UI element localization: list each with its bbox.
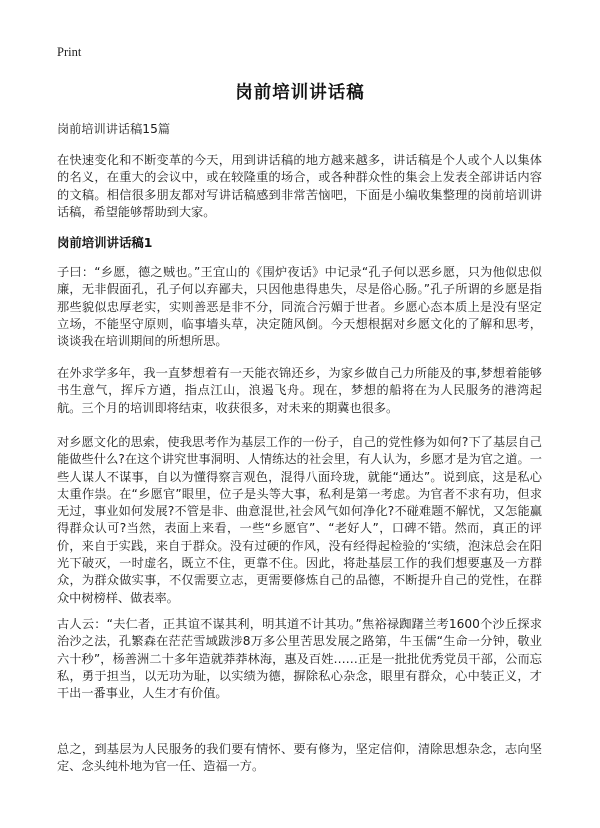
intro-paragraph: 在快速变化和不断变革的今天，用到讲话稿的地方越来越多，讲话稿是个人或个人以集体的名义，在重大的会议中，或在较隆重的场合，或各种群众性的集会上发表全部讲话内容的文稿。相信很多朋友都对写讲话稿感到非常苦恼吧，下面是小编收集整理的岗前培训讲话稿，希望能够帮助到大家。 bbox=[57, 153, 542, 219]
document-subtitle: 岗前培训讲话稿15篇 bbox=[57, 122, 171, 136]
print-link[interactable]: Print bbox=[57, 45, 82, 59]
body-paragraph-2: 在外求学多年，我一直梦想着有一天能衣锦还乡，为家乡做自己力所能及的事,梦想着能够书生意气，挥斥方遒，指点江山，浪遏飞舟。现在，梦想的船将在为人民服务的港湾起航。三个月的培训即将结束，收获很多，对未来的期冀也很多。 bbox=[57, 366, 542, 415]
body-paragraph-4: 古人云：“夫仁者，正其谊不谋其利，明其道不计其功。”焦裕禄踟躇兰考1600个沙丘探求治沙之法，孔繁森在茫茫雪域跋涉8万多公里苦思发展之路第，牛玉儒“生命一分钟，敬业六十秒”，杨善洲二十多年造就莽莽林海，惠及百姓……正是一批批优秀党员干部，公而忘私，勇于担当，以无功为耻，以实绩为德，摒除私心杂念，眼里有群众，心中装正义，才干出一番事业，人生才有价值。 bbox=[57, 617, 542, 701]
page-title: 岗前培训讲话稿 bbox=[235, 83, 365, 103]
body-paragraph-5: 总之，到基层为人民服务的我们要有情怀、要有修为，坚定信仰，清除思想杂念，志向坚定、念头纯朴地为官一任、造福一方。 bbox=[57, 742, 542, 774]
body-paragraph-1: 子曰：“乡愿，德之贼也。”王宜山的《围炉夜话》中记录“孔子何以恶乡愿，只为他似忠似廉，无非假面孔，孔子何以弃鄙夫，只因他患得患失，尽是俗心肠。”孔子所谓的乡愿是指那些貌似忠厚老实，实则善恶是非不分，同流合污媚于世者。乡愿心态本质上是没有坚定立场，不能坚守原则，临事墙头草，决定随风倒。今天想根据对乡愿文化的了解和思考，谈谈我在培训期间的所想所思。 bbox=[57, 265, 542, 349]
section-heading: 岗前培训讲话稿1 bbox=[57, 235, 153, 250]
body-paragraph-3: 对乡愿文化的思索，使我思考作为基层工作的一份子，自己的党性修为如何?下了基层自己能做些什么?在这个讲究世事洞明、人情练达的社会里，有人认为，乡愿才是为官之道。一些人谋人不谋事，自以为懂得察言观色，混得八面玲珑，就能“通达”。说到底，这是私心太重作祟。在“乡愿官”眼里，位子是头等大事，私利是第一考虑。为官者不求有功，但求无过，事业如何发展?不管是非、曲意混世,社会风气如何净化?不碰难题不解忧，又怎能赢得群众认可?当然，表面上来看，一些“乡愿官”、“老好人”，口碑不错。然而，真正的评价，来自于实践，来自于群众。没有过硬的作风，没有经得起检验的‘实绩，泡沫总会在阳光下破灭，一时虚名，既立不住，更靠不住。因此，将赴基层工作的我们想要惠及一方群众，为群众做实事，不仅需要立志，更需要修炼自己的品德，不断提升自己的党性，在群众中树榜样、做表率。 bbox=[57, 435, 542, 605]
